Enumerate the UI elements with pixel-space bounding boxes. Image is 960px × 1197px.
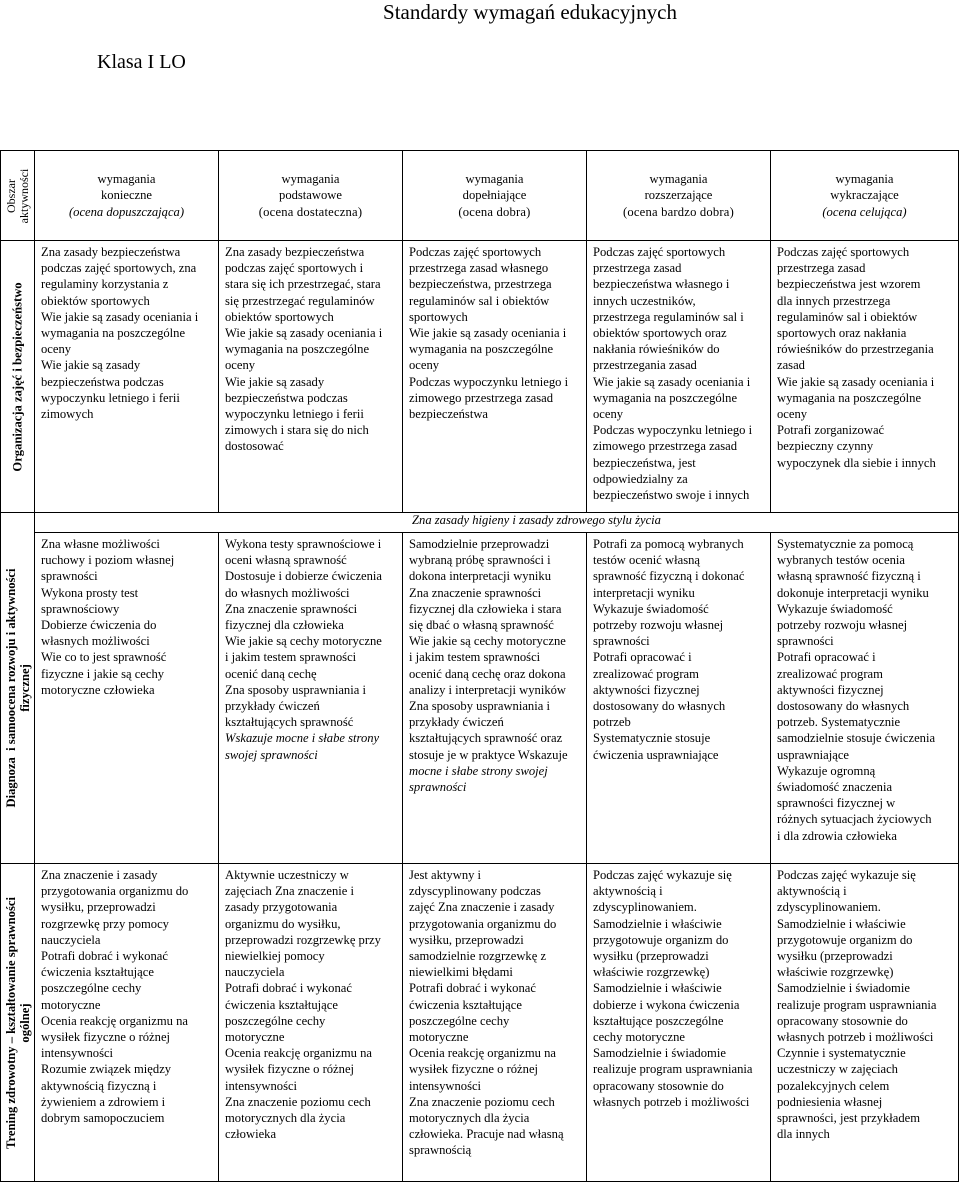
requirement-cell [219,533,403,864]
level-grade: (ocena dostateczna) [258,204,363,219]
level-header-podstawowe [219,151,403,241]
requirement-cell [771,864,959,1182]
requirement-cell [587,533,771,864]
requirement-text: Jest aktywny i zdyscyplinowany podczas zajęć Zna znaczenie i zasady przygotowania organizmu do wysiłku, przeprowadzi samodzielnie rozgrzewkę z niewielkimi błędami Potrafi dobrać i wykonać ćwiczenia kształtujące poszczególne cechy motoryczne Ocenia reakcję organizmu na wysiłek fizyczne o różnej intensywności Zna znaczenie poziomu cech motorycznych dla życia człowieka. Pracuje nad własną sprawnością [409,868,564,1158]
requirement-text: Zna znaczenie i zasady przygotowania organizmu do wysiłku, przeprowadzi rozgrzewkę przy pomocy nauczyciela Potrafi dobrać i wykonać ćwiczenia kształtujące poszczególne cechy motoryczne Ocenia reakcję organizmu na wysiłek fizyczne o różnej intensywności Rozumie związek między aktywnością fizyczną i żywieniem a zdrowiem i dobrym samopoczuciem [41,868,189,1126]
area-header-label: Obszar aktywności [3,168,31,223]
requirement-text: Zna własne możliwości ruchowy i poziom własnej sprawności Wykona prosty test sprawnościowy Dobierze ćwiczenia do własnych możliwości Wie co to jest sprawność fizyczne i jakie są cechy motoryczne człowieka [41,537,175,697]
level-header-wykraczajace [771,151,959,241]
area-cell [1,241,35,513]
requirement-cell [771,241,959,513]
area-cell [1,864,35,1182]
level-label: wymagania rozszerzające [644,171,713,203]
level-grade: (ocena bardzo dobra) [623,204,734,219]
requirement-text: Podczas zajęć sportowych przestrzega zasad bezpieczeństwa jest wzorem dla innych przestrzega regulaminów sal i obiektów sportowych oraz nakłania rówieśników do przestrzegania zasad Wie jakie są zasady oceniania i wymagania na poszczególne oceny Potrafi zorganizować bezpieczny czynny wypoczynek dla siebie i innych [777,245,936,470]
area-cell [1,513,35,864]
requirements-table [0,150,959,1182]
level-grade: (ocena celująca) [822,204,907,219]
header-row [1,151,959,241]
requirement-text: Podczas zajęć wykazuje się aktywnością i zdyscyplinowaniem. Samodzielnie i właściwie przygotowuje organizm do wysiłku (przeprowadzi właściwie rozgrzewkę) Samodzielnie i świadomie realizuje program usprawniania opracowany stosownie do własnych potrzeb i możliwości Czynnie i systematycznie uczestniczy w zajęciach pozalekcyjnych celem podniesienia własnej sprawności, jest przykładem dla innych [777,868,937,1142]
requirement-text: Potrafi za pomocą wybranych testów ocenić własną sprawność fizyczną i dokonać interpretacji wyniku Wykazuje świadomość potrzeby rozwoju własnej sprawności Potrafi opracować i zrealizować program aktywności fizycznej dostosowany do własnych potrzeb Systematycznie stosuje ćwiczenia usprawniające [593,537,745,762]
requirement-text: Podczas zajęć sportowych przestrzega zasad bezpieczeństwa własnego i innych uczestników, przestrzega regulaminów sal i obiektów sportowych oraz nakłania rówieśników do przestrzegania zasad Wie jakie są zasady oceniania i wymagania na poszczególne oceny Podczas wypoczynku letniego i zimowego przestrzega zasad bezpieczeństwa, jest odpowiedzialny za bezpieczeństwo swoje i innych [593,245,753,503]
requirement-cell [403,533,587,864]
requirement-cell [219,864,403,1182]
level-label: wymagania konieczne [97,171,156,203]
row-organizacja [1,241,959,513]
requirement-text: Systematycznie za pomocą wybranych testów ocenia własną sprawność fizyczną i dokonuje interpretacji wyniku Wykazuje świadomość potrzeby rozwoju własnej sprawności Potrafi opracować i zrealizować program aktywności fizycznej dostosowany do własnych potrzeb. Systematycznie samodzielnie stosuje ćwiczenia usprawniające Wykazuje ogromną świadomość znaczenia sprawności fizycznej w różnych sytuacjach życiowych i dla zdrowia człowieka [777,537,936,843]
requirement-cell [403,241,587,513]
requirement-cell [403,864,587,1182]
level-grade: (ocena dobra) [458,204,531,219]
requirement-text: Zna zasady bezpieczeństwa podczas zajęć sportowych, zna regulaminy korzystania z obiektów sportowych Wie jakie są zasady oceniania i wymagania na poszczególne oceny Wie jakie są zasady bezpieczeństwa podczas wypoczynku letniego i ferii zimowych [41,245,199,422]
requirement-cell [219,241,403,513]
row-diagnoza [1,533,959,864]
document-title: Standardy wymagań edukacyjnych [383,0,677,24]
requirement-text-italic: mocne i słabe strony swojej sprawności [409,763,548,795]
level-header-rozszerzajace [587,151,771,241]
area-label: Organizacja zajęć i bezpieczeństwo [10,281,24,472]
requirement-text: Podczas zajęć wykazuje się aktywnością i zdyscyplinowaniem. Samodzielnie i właściwie przygotowuje organizm do wysiłku (przeprowadzi właściwie rozgrzewkę) Samodzielnie i właściwie dobierze i wykona ćwiczenia kształtujące poszczególne cechy motoryczne Samodzielnie i świadomie realizuje program usprawniania opracowany stosownie do własnych potrzeb i możliwości [593,868,753,1109]
requirement-text: Podczas zajęć sportowych przestrzega zasad własnego bezpieczeństwa, przestrzega regulaminów sal i obiektów sportowych Wie jakie są zasady oceniania i wymagania na poszczególne oceny Podczas wypoczynku letniego i zimowego przestrzega zasad bezpieczeństwa [409,245,569,422]
requirement-text: Zna zasady bezpieczeństwa podczas zajęć sportowych i stara się ich przestrzegać, stara się przestrzegać regulaminów obiektów sportowych Wie jakie są zasady oceniania i wymagania na poszczególne oceny Wie jakie są zasady bezpieczeństwa podczas wypoczynku letniego i ferii zimowych i stara się do nich dostosować [225,245,383,454]
shared-requirement: Zna zasady higieny i zasady zdrowego stylu życia [35,513,959,533]
class-label: Klasa I LO [97,51,186,73]
requirement-cell [771,533,959,864]
area-header-cell [1,151,35,241]
row-trening [1,864,959,1182]
level-label: wymagania wykraczające [830,171,899,203]
requirement-text: Samodzielnie przeprowadzi wybraną próbę sprawności i dokona interpretacji wyniku Zna znaczenie sprawności fizycznej dla człowieka i stara się dbać o własną sprawność Wie jakie są cechy motoryczne i jakim testem sprawności ocenić daną cechę oraz dokona analizy i interpretacji wyników Zna sposoby usprawniania i przykłady ćwiczeń kształtujących sprawność oraz stosuje je w praktyce Wskazuje [409,537,568,762]
requirement-cell [587,864,771,1182]
requirement-text: Aktywnie uczestniczy w zajęciach Zna znaczenie i zasady przygotowania organizmu do wysiłku, przeprowadzi rozgrzewkę przy niewielkiej pomocy nauczyciela Potrafi dobrać i wykonać ćwiczenia kształtujące poszczególne cechy motoryczne Ocenia reakcję organizmu na wysiłek fizyczne o różnej intensywności Zna znaczenie poziomu cech motorycznych dla życia człowieka [225,868,381,1142]
requirement-cell [587,241,771,513]
level-label: wymagania podstawowe [279,171,342,203]
level-grade: (ocena dopuszczająca) [68,204,185,219]
level-header-konieczne [35,151,219,241]
requirement-cell [35,241,219,513]
row-diagnoza-shared [1,513,959,533]
level-header-dopelniajace [403,151,587,241]
requirement-text-italic: Wskazuje mocne i słabe strony swojej sprawności [225,731,380,762]
requirement-text: Wykona testy sprawnościowe i oceni własną sprawność Dostosuje i dobierze ćwiczenia do własnych możliwości Zna znaczenie sprawności fizycznej dla człowieka Wie jakie są cechy motoryczne i jakim testem sprawności ocenić daną cechę Zna sposoby usprawniania i przykłady ćwiczeń kształtujących sprawność [225,537,383,730]
level-label: wymagania dopełniające [462,171,527,203]
requirement-cell [35,533,219,864]
area-label: Diagnoza i samoocena rozwoju i aktywności fizycznej [3,568,32,808]
requirement-cell [35,864,219,1182]
area-label: Trening zdrowotny – kształtowanie sprawności ogólnej [3,896,32,1149]
